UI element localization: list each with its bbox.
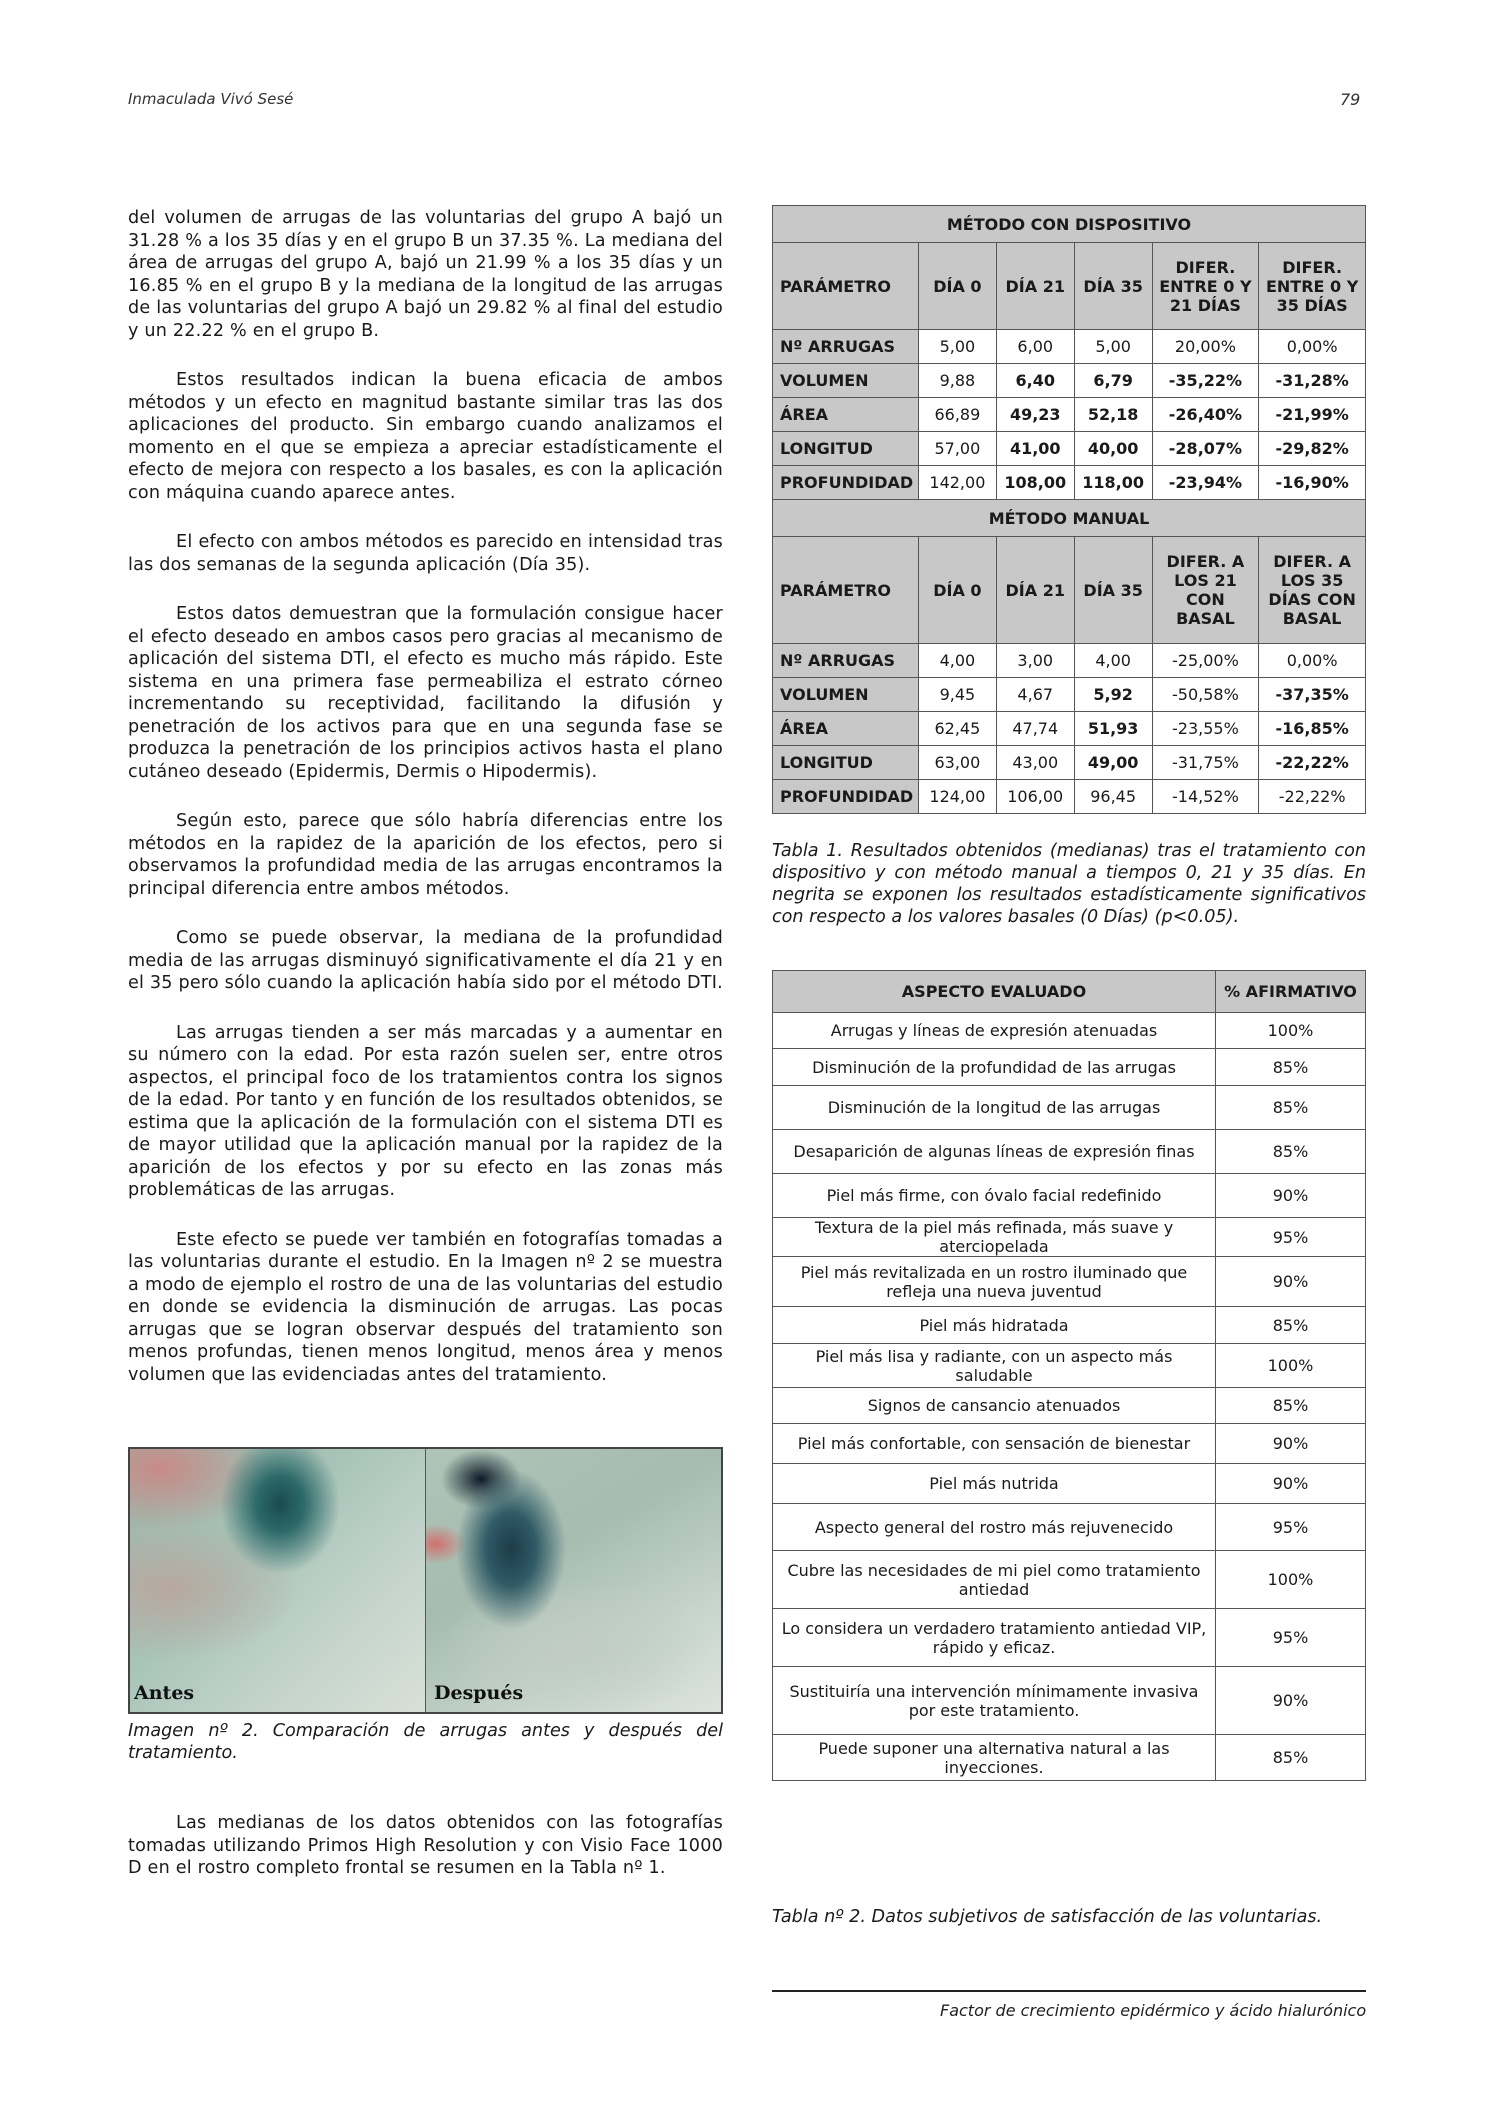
value-cell: 9,45: [918, 678, 996, 712]
table-row: [773, 1735, 1366, 1781]
table-row: [773, 1344, 1366, 1388]
value-cell: -21,99%: [1259, 398, 1366, 432]
left-column-text: [128, 207, 723, 1413]
value-cell: -22,22%: [1259, 746, 1366, 780]
column-header: DIFER. ENTRE 0 Y 35 DÍAS: [1259, 243, 1366, 330]
percent-cell: 85%: [1216, 1130, 1366, 1174]
paragraph: Estos datos demuestran que la formulación consigue hacer el efecto deseado en ambos casos pero gracias al mecanismo de aplicación del sistema DTI, el efecto es mucho más rápido. Este sistema en una primera fase permeabiliza el estrato córneo incrementando su receptividad, facilitando la difusión y penetración de los activos para que en una segunda fase se produzca la penetración de los principios activos hasta el plano cutáneo deseado (Epidermis, Dermis o Hipodermis).: [128, 604, 723, 782]
value-cell: -35,22%: [1152, 364, 1259, 398]
value-cell: -16,90%: [1259, 466, 1366, 500]
percent-cell: 100%: [1216, 1013, 1366, 1049]
paragraph: El efecto con ambos métodos es parecido en intensidad tras las dos semanas de la segunda aplicación (Día 35).: [128, 532, 723, 575]
percent-cell: 90%: [1216, 1464, 1366, 1504]
table-row: [773, 1464, 1366, 1504]
value-cell: 5,00: [1074, 330, 1152, 364]
aspect-cell: Arrugas y líneas de expresión atenuadas: [773, 1013, 1216, 1049]
column-header: ASPECTO EVALUADO: [773, 971, 1216, 1013]
photo-after-label: Después: [434, 1682, 524, 1704]
table-row: [773, 1257, 1366, 1307]
column-header: DÍA 21: [996, 243, 1074, 330]
aspect-cell: Cubre las necesidades de mi piel como tratamiento antiedad: [773, 1551, 1216, 1609]
table-row: [773, 780, 1366, 814]
percent-cell: 85%: [1216, 1388, 1366, 1424]
value-cell: 9,88: [918, 364, 996, 398]
percent-cell: 90%: [1216, 1424, 1366, 1464]
aspect-cell: Disminución de la profundidad de las arrugas: [773, 1049, 1216, 1086]
aspect-cell: Disminución de la longitud de las arrugas: [773, 1086, 1216, 1130]
footer-rule: [772, 1990, 1366, 1992]
table-row: [773, 398, 1366, 432]
table-row: [773, 1130, 1366, 1174]
value-cell: 0,00%: [1259, 330, 1366, 364]
value-cell: 62,45: [918, 712, 996, 746]
table2-caption: Tabla nº 2. Datos subjetivos de satisfacción de las voluntarias.: [772, 1907, 1323, 1927]
value-cell: -16,85%: [1259, 712, 1366, 746]
value-cell: 49,00: [1074, 746, 1152, 780]
column-header: DÍA 35: [1074, 243, 1152, 330]
value-cell: 108,00: [996, 466, 1074, 500]
value-cell: 43,00: [996, 746, 1074, 780]
table1-caption: Tabla 1. Resultados obtenidos (medianas) tras el tratamiento con dispositivo y con método manual a tiempos 0, 21 y 35 días. En negrita se exponen los resultados estadísticamente significativos con respecto a los valores basales (0 Días) (p<0.05).: [772, 841, 1366, 927]
percent-cell: 100%: [1216, 1344, 1366, 1388]
value-cell: -31,28%: [1259, 364, 1366, 398]
aspect-cell: Textura de la piel más refinada, más suave y aterciopelada: [773, 1218, 1216, 1257]
percent-cell: 85%: [1216, 1086, 1366, 1130]
parameter-cell: Nº ARRUGAS: [773, 330, 919, 364]
value-cell: 52,18: [1074, 398, 1152, 432]
table-row: [773, 1174, 1366, 1218]
value-cell: 96,45: [1074, 780, 1152, 814]
aspect-cell: Sustituiría una intervención mínimamente invasiva por este tratamiento.: [773, 1667, 1216, 1735]
value-cell: 142,00: [918, 466, 996, 500]
percent-cell: 95%: [1216, 1609, 1366, 1667]
parameter-cell: Nº ARRUGAS: [773, 644, 919, 678]
photo-before: [130, 1449, 425, 1712]
value-cell: -26,40%: [1152, 398, 1259, 432]
photo-after: [425, 1449, 721, 1712]
value-cell: -14,52%: [1152, 780, 1259, 814]
value-cell: 41,00: [996, 432, 1074, 466]
value-cell: 3,00: [996, 644, 1074, 678]
value-cell: 106,00: [996, 780, 1074, 814]
aspect-cell: Lo considera un verdadero tratamiento antiedad VIP, rápido y eficaz.: [773, 1609, 1216, 1667]
value-cell: 4,67: [996, 678, 1074, 712]
percent-cell: 95%: [1216, 1504, 1366, 1551]
parameter-cell: VOLUMEN: [773, 678, 919, 712]
column-header: % AFIRMATIVO: [1216, 971, 1366, 1013]
value-cell: 66,89: [918, 398, 996, 432]
value-cell: 49,23: [996, 398, 1074, 432]
aspect-cell: Aspecto general del rostro más rejuvenecido: [773, 1504, 1216, 1551]
value-cell: 40,00: [1074, 432, 1152, 466]
aspect-cell: Piel más hidratada: [773, 1307, 1216, 1344]
value-cell: -23,55%: [1152, 712, 1259, 746]
satisfaction-table: [772, 970, 1366, 1781]
table-row: [773, 746, 1366, 780]
value-cell: -50,58%: [1152, 678, 1259, 712]
paragraph: Este efecto se puede ver también en fotografías tomadas a las voluntarias durante el estudio. En la Imagen nº 2 se muestra a modo de ejemplo el rostro de una de las voluntarias del estudio en donde se evidencia la disminución de arrugas. Las pocas arrugas que se logran observar después del tratamiento son menos profundas, tienen menos longitud, menos área y menos volumen que las evidenciadas antes del tratamiento.: [128, 1229, 723, 1385]
column-header: DÍA 35: [1074, 537, 1152, 644]
value-cell: 6,40: [996, 364, 1074, 398]
table-row: [773, 330, 1366, 364]
running-header-author: Inmaculada Vivó Sesé: [128, 90, 294, 108]
table-row: [773, 1609, 1366, 1667]
value-cell: -37,35%: [1259, 678, 1366, 712]
table-row: [773, 1086, 1366, 1130]
value-cell: -23,94%: [1152, 466, 1259, 500]
table-row: [773, 1388, 1366, 1424]
value-cell: 4,00: [918, 644, 996, 678]
parameter-cell: LONGITUD: [773, 432, 919, 466]
value-cell: 124,00: [918, 780, 996, 814]
value-cell: -22,22%: [1259, 780, 1366, 814]
paragraph: del volumen de arrugas de las voluntarias del grupo A bajó un 31.28 % a los 35 días y en el grupo B un 37.35 %. La mediana del área de arrugas del grupo A, bajó un 21.99 % a los 35 días y un 16.85 % en el grupo B y la mediana de la longitud de las arrugas de las voluntarias del grupo A bajó un 29.82 % al final del estudio y un 22.22 % en el grupo B.: [128, 208, 723, 341]
aspect-cell: Piel más revitalizada en un rostro iluminado que refleja una nueva juventud: [773, 1257, 1216, 1307]
photo-before-label: Antes: [134, 1682, 195, 1704]
column-header: PARÁMETRO: [773, 537, 919, 644]
table-section-title: MÉTODO CON DISPOSITIVO: [773, 206, 1366, 243]
percent-cell: 85%: [1216, 1049, 1366, 1086]
aspect-cell: Signos de cansancio atenuados: [773, 1388, 1216, 1424]
paragraph: Las arrugas tienden a ser más marcadas y a aumentar en su número con la edad. Por esta razón suelen ser, entre otros aspectos, el principal foco de los tratamientos contra los signos de la edad. Por tanto y en función de los resultados obtenidos, se estima que la aplicación de la formulación con el sistema DTI es de mayor utilidad que la aplicación manual por la rapidez de la aparición de los efectos y por su efecto en las zonas más problemáticas de las arrugas.: [128, 1022, 723, 1200]
percent-cell: 100%: [1216, 1551, 1366, 1609]
table-row: [773, 432, 1366, 466]
percent-cell: 90%: [1216, 1174, 1366, 1218]
aspect-cell: Piel más firme, con óvalo facial redefinido: [773, 1174, 1216, 1218]
column-header: DÍA 0: [918, 537, 996, 644]
value-cell: 57,00: [918, 432, 996, 466]
value-cell: -28,07%: [1152, 432, 1259, 466]
value-cell: 4,00: [1074, 644, 1152, 678]
percent-cell: 85%: [1216, 1735, 1366, 1781]
parameter-cell: LONGITUD: [773, 746, 919, 780]
parameter-cell: PROFUNDIDAD: [773, 780, 919, 814]
parameter-cell: ÁREA: [773, 398, 919, 432]
value-cell: 20,00%: [1152, 330, 1259, 364]
aspect-cell: Piel más nutrida: [773, 1464, 1216, 1504]
table-row: [773, 1504, 1366, 1551]
table-row: [773, 1551, 1366, 1609]
value-cell: -25,00%: [1152, 644, 1259, 678]
table-row: [773, 1013, 1366, 1049]
aspect-cell: Puede suponer una alternativa natural a las inyecciones.: [773, 1735, 1216, 1781]
value-cell: 5,92: [1074, 678, 1152, 712]
column-header: DÍA 21: [996, 537, 1074, 644]
figure-caption: Imagen nº 2. Comparación de arrugas antes y después del tratamiento.: [128, 1721, 723, 1763]
value-cell: 47,74: [996, 712, 1074, 746]
parameter-cell: PROFUNDIDAD: [773, 466, 919, 500]
paragraph: Según esto, parece que sólo habría diferencias entre los métodos en la rapidez de la aparición de los efectos, pero si observamos la profundidad media de las arrugas encontramos la principal diferencia entre ambos métodos.: [128, 811, 723, 899]
value-cell: 5,00: [918, 330, 996, 364]
aspect-cell: Desaparición de algunas líneas de expresión finas: [773, 1130, 1216, 1174]
table-row: [773, 1218, 1366, 1257]
value-cell: -31,75%: [1152, 746, 1259, 780]
parameter-cell: ÁREA: [773, 712, 919, 746]
percent-cell: 95%: [1216, 1218, 1366, 1257]
parameter-cell: VOLUMEN: [773, 364, 919, 398]
value-cell: 6,00: [996, 330, 1074, 364]
paragraph: Como se puede observar, la mediana de la profundidad media de las arrugas disminuyó significativamente el día 21 y en el 35 pero sólo cuando la aplicación había sido por el método DTI.: [128, 928, 723, 993]
column-header: PARÁMETRO: [773, 243, 919, 330]
value-cell: 0,00%: [1259, 644, 1366, 678]
running-footer-title: Factor de crecimiento epidérmico y ácido hialurónico: [940, 2001, 1367, 2020]
percent-cell: 85%: [1216, 1307, 1366, 1344]
table-row: [773, 364, 1366, 398]
value-cell: 51,93: [1074, 712, 1152, 746]
column-header: DIFER. ENTRE 0 Y 21 DÍAS: [1152, 243, 1259, 330]
percent-cell: 90%: [1216, 1257, 1366, 1307]
percent-cell: 90%: [1216, 1667, 1366, 1735]
table-row: [773, 678, 1366, 712]
table-row: [773, 712, 1366, 746]
column-header: DIFER. A LOS 21 CON BASAL: [1152, 537, 1259, 644]
paragraph: Las medianas de los datos obtenidos con las fotografías tomadas utilizando Primos High Resolution y con Visio Face 1000 D en el rostro completo frontal se resumen en la Tabla nº 1.: [128, 1813, 723, 1878]
table-row: [773, 1049, 1366, 1086]
before-after-photo-figure: [128, 1447, 723, 1714]
paragraph: Estos resultados indican la buena eficacia de ambos métodos y un efecto en magnitud bastante similar tras las dos aplicaciones del producto. Sin embargo cuando analizamos el momento en el que se empieza a apreciar estadísticamente el efecto de mejora con respecto a los basales, es con la aplicación con máquina cuando aparece antes.: [128, 370, 723, 503]
table-row: [773, 1424, 1366, 1464]
column-header: DIFER. A LOS 35 DÍAS CON BASAL: [1259, 537, 1366, 644]
value-cell: 118,00: [1074, 466, 1152, 500]
value-cell: -29,82%: [1259, 432, 1366, 466]
aspect-cell: Piel más confortable, con sensación de bienestar: [773, 1424, 1216, 1464]
table-row: [773, 644, 1366, 678]
column-header: DÍA 0: [918, 243, 996, 330]
table-section-title: MÉTODO MANUAL: [773, 500, 1366, 537]
results-table: [772, 205, 1366, 814]
table-row: [773, 466, 1366, 500]
value-cell: 63,00: [918, 746, 996, 780]
table-row: [773, 1667, 1366, 1735]
table-row: [773, 1307, 1366, 1344]
page-number: 79: [1340, 90, 1361, 109]
value-cell: 6,79: [1074, 364, 1152, 398]
aspect-cell: Piel más lisa y radiante, con un aspecto más saludable: [773, 1344, 1216, 1388]
